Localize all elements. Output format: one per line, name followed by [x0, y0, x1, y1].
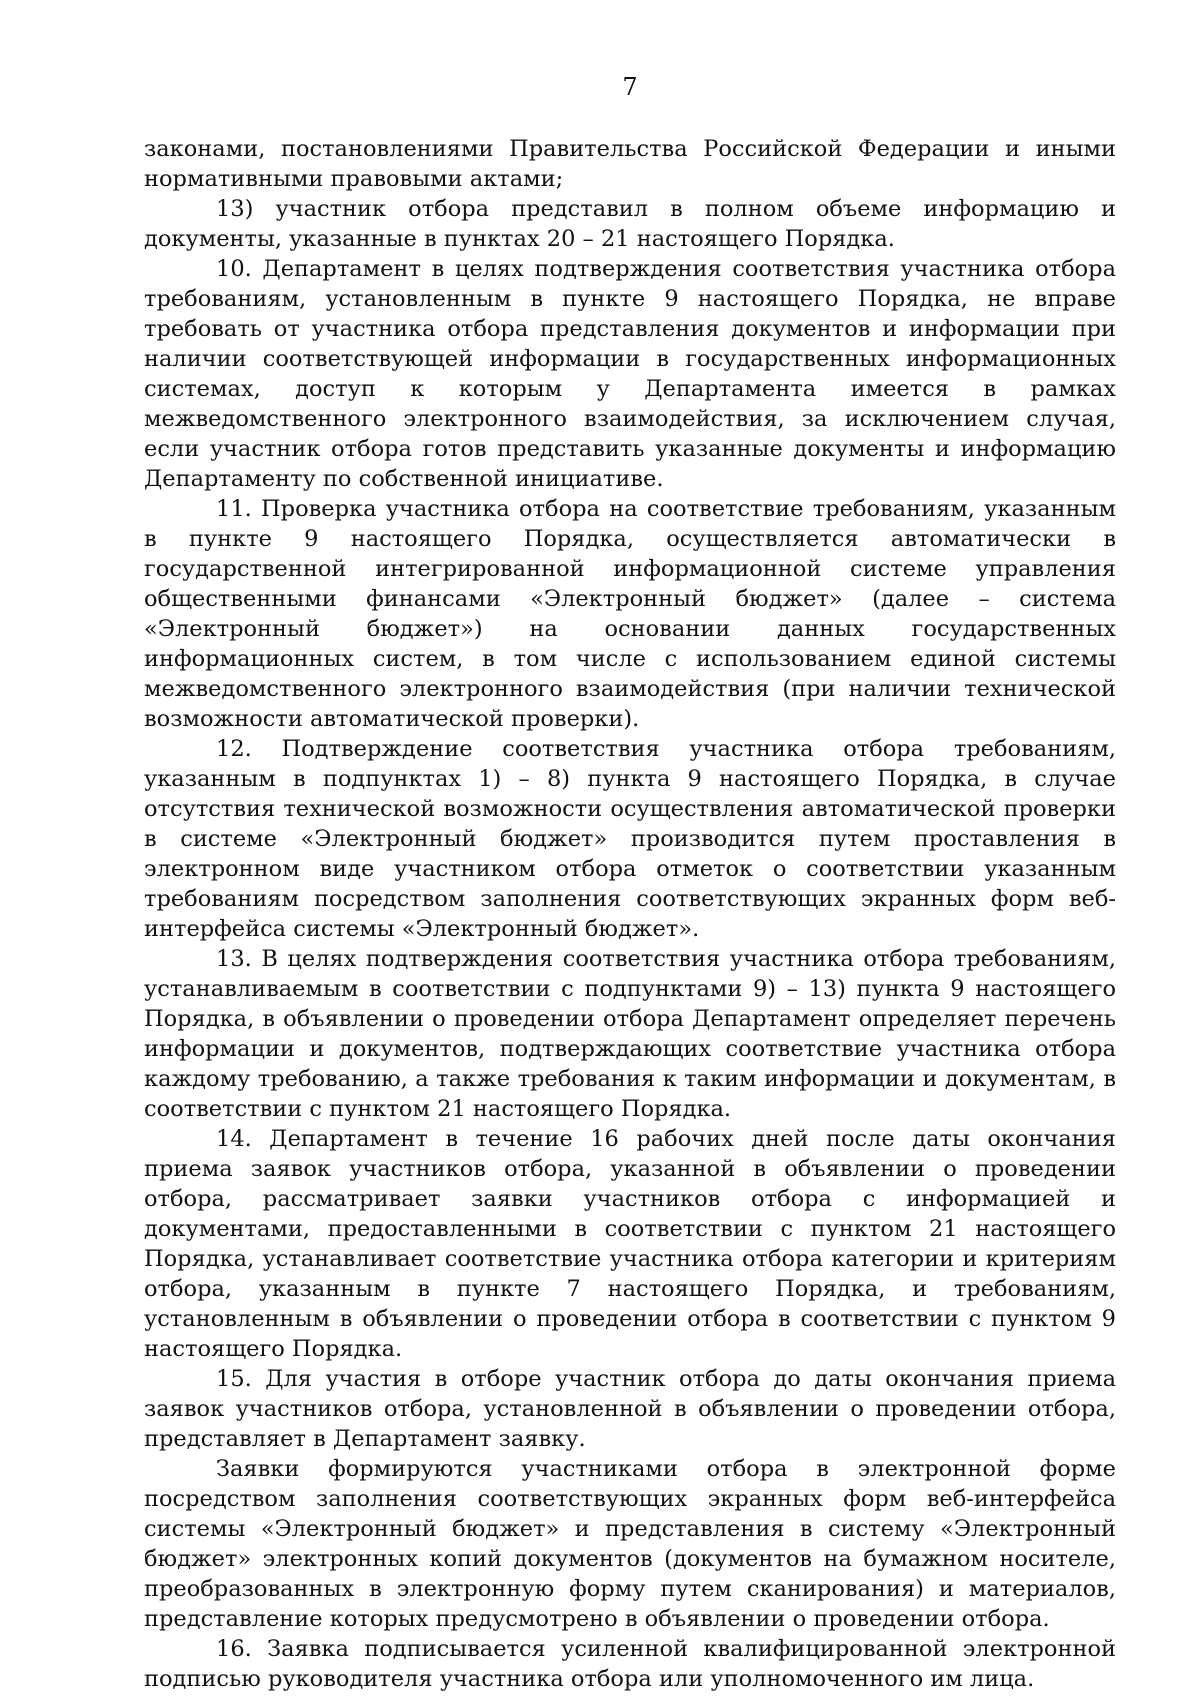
paragraph-continuation: законами, постановлениями Правительства Российской Федерации и иными нормативными правовыми актами; — [144, 136, 1116, 192]
paragraph-clause-10: 10. Департамент в целях подтверждения соответствия участника отбора требованиям, установленным в пункте 9 настоящего Порядка, не вправе требовать от участника отбора представления документов и информации при наличии соответствующей информации в государственных информационных системах, доступ к которым у Департамента имеется в рамках межведомственного электронного взаимодействия, за исключением случая, если участник отбора готов представить указанные документы и информацию Департаменту по собственной инициативе. — [144, 256, 1116, 492]
paragraph-clause-11: 11. Проверка участника отбора на соответствие требованиям, указанным в пункте 9 настоящего Порядка, осуществляется автоматически в государственной интегрированной информационной системе управления общественными финансами «Электронный бюджет» (далее – система «Электронный бюджет») на основании данных государственных информационных систем, в том числе с использованием единой системы межведомственного электронного взаимодействия (при наличии технической возможности автоматической проверки). — [144, 496, 1116, 732]
paragraph-applications: Заявки формируются участниками отбора в электронной форме посредством заполнения соответствующих экранных форм веб-интерфейса системы «Электронный бюджет» и представления в систему «Электронный бюджет» электронных копий документов (документов на бумажном носителе, преобразованных в электронную форму путем сканирования) и материалов, представление которых предусмотрено в объявлении о проведении отбора. — [144, 1456, 1116, 1632]
paragraph-clause-12: 12. Подтверждение соответствия участника отбора требованиям, указанным в подпунктах 1) – 8) пункта 9 настоящего Порядка, в случае отсутствия технической возможности осуществления автоматической проверки в системе «Электронный бюджет» производится путем проставления в электронном виде участником отбора отметок о соответствии указанным требованиям посредством заполнения соответствующих экранных форм веб-интерфейса системы «Электронный бюджет». — [144, 736, 1116, 942]
paragraph-clause-16: 16. Заявка подписывается усиленной квалифицированной электронной подписью руководителя участника отбора или уполномоченного им лица. — [144, 1636, 1116, 1692]
paragraph-clause-15: 15. Для участия в отборе участник отбора до даты окончания приема заявок участников отбора, установленной в объявлении о проведении отбора, представляет в Департамент заявку. — [144, 1366, 1116, 1452]
document-body — [144, 134, 1116, 1694]
page-number: 7 — [622, 73, 638, 101]
paragraph-item-13: 13) участник отбора представил в полном объеме информацию и документы, указанные в пунктах 20 – 21 настоящего Порядка. — [144, 196, 1116, 252]
paragraph-clause-14: 14. Департамент в течение 16 рабочих дней после даты окончания приема заявок участников отбора, указанной в объявлении о проведении отбора, рассматривает заявки участников отбора с информацией и документами, предоставленными в соответствии с пунктом 21 настоящего Порядка, устанавливает соответствие участника отбора категории и критериям отбора, указанным в пункте 7 настоящего Порядка, и требованиям, установленным в объявлении о проведении отбора в соответствии с пунктом 9 настоящего Порядка. — [144, 1126, 1116, 1362]
document-page — [144, 0, 1116, 1698]
paragraph-clause-13: 13. В целях подтверждения соответствия участника отбора требованиям, устанавливаемым в соответствии с подпунктами 9) – 13) пункта 9 настоящего Порядка, в объявлении о проведении отбора Департамент определяет перечень информации и документов, подтверждающих соответствие участника отбора каждому требованию, а также требования к таким информации и документам, в соответствии с пунктом 21 настоящего Порядка. — [144, 946, 1116, 1122]
